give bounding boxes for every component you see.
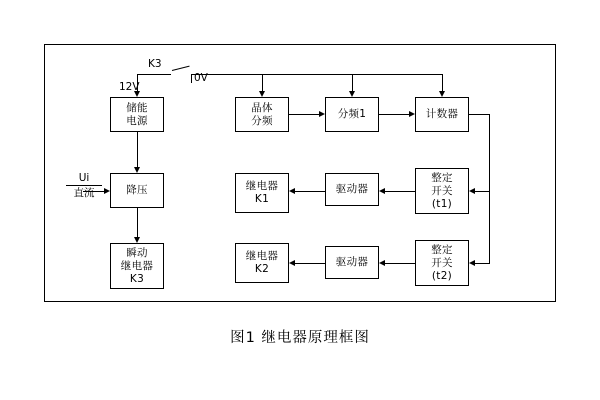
block-relay-k1-line2: K1 — [254, 193, 270, 205]
block-instant-relay-k3 — [110, 243, 164, 289]
arrow-divider1-to-counter — [409, 111, 415, 117]
block-driver2 — [325, 246, 379, 279]
label-0v: 0V — [194, 72, 208, 84]
line-divider1-to-counter — [379, 114, 409, 115]
label-k3-switch: K3 — [148, 58, 162, 70]
arrow-stepdown-to-instant-relay — [134, 237, 140, 243]
block-relay-k1-line1: 继电器 — [245, 180, 279, 192]
arrow-storage-to-stepdown — [134, 167, 140, 173]
figure-caption: 图1 继电器原理框图 — [230, 330, 370, 346]
block-storage-power-line1: 储能 — [126, 101, 148, 114]
label-ui-dc — [66, 172, 102, 199]
arrow-bus-to-switch-t2 — [469, 260, 475, 266]
k3-switch-stub — [137, 74, 171, 75]
arrow-ui-to-stepdown — [104, 188, 110, 194]
block-crystal-divider — [235, 97, 289, 132]
line-counter-to-right-bus — [469, 114, 490, 115]
block-set-switch-t2-line2: 开关 — [431, 256, 453, 269]
block-counter — [415, 97, 469, 132]
block-storage-power — [110, 97, 164, 132]
line-crystal-to-divider1 — [289, 114, 319, 115]
block-divider1-line1: 分频1 — [337, 108, 367, 120]
line-bus-to-switch-t1 — [475, 191, 490, 192]
arrow-switch-t1-to-driver1 — [379, 188, 385, 194]
block-divider1 — [325, 97, 379, 132]
block-relay-k2-line1: 继电器 — [245, 250, 279, 262]
block-counter-line1: 计数器 — [425, 108, 459, 120]
line-bus-to-crystal — [262, 74, 263, 91]
label-ui-divider — [66, 185, 102, 186]
line-bus-to-counter — [442, 74, 443, 91]
block-relay-k2-line2: K2 — [254, 263, 270, 275]
line-storage-to-stepdown — [137, 132, 138, 167]
line-driver1-to-relay-k1 — [295, 191, 325, 192]
line-bus-to-switch-t2 — [475, 263, 490, 264]
block-driver1 — [325, 173, 379, 206]
block-storage-power-line2: 电源 — [126, 114, 148, 127]
top-bus-line — [191, 74, 442, 75]
line-bus-to-divider1 — [352, 74, 353, 91]
block-instant-relay-line3: K3 — [129, 272, 145, 285]
arrow-bus-to-switch-t1 — [469, 188, 475, 194]
line-switch-t1-to-driver1 — [385, 191, 415, 192]
block-instant-relay-line2: 继电器 — [120, 259, 154, 272]
block-driver2-line1: 驱动器 — [335, 256, 369, 268]
arrow-switch-t2-to-driver2 — [379, 260, 385, 266]
block-relay-k1 — [235, 173, 289, 213]
block-set-switch-t2-line1: 整定 — [431, 243, 453, 256]
block-set-switch-t2-line3: (t2) — [431, 269, 453, 282]
line-stepdown-to-instant-relay — [137, 208, 138, 237]
label-12v: 12V — [119, 81, 140, 93]
block-relay-k2 — [235, 243, 289, 283]
block-set-switch-t1 — [415, 168, 469, 214]
block-crystal-divider-line1: 晶体 — [251, 101, 273, 114]
label-ui-bottom: 直流 — [73, 187, 95, 199]
block-driver1-line1: 驱动器 — [335, 183, 369, 195]
block-instant-relay-line1: 瞬动 — [126, 246, 148, 259]
label-ui-top: Ui — [78, 172, 90, 184]
line-0v-tick — [191, 74, 192, 83]
block-crystal-divider-line2: 分频 — [251, 114, 273, 127]
line-driver2-to-relay-k2 — [295, 263, 325, 264]
arrow-driver2-to-relay-k2 — [289, 260, 295, 266]
block-set-switch-t1-line3: (t1) — [431, 197, 453, 210]
arrow-bus-to-divider1 — [349, 91, 355, 97]
arrow-bus-to-counter — [439, 91, 445, 97]
arrow-bus-to-crystal — [259, 91, 265, 97]
arrow-crystal-to-divider1 — [319, 111, 325, 117]
block-step-down — [110, 173, 164, 208]
block-set-switch-t2 — [415, 240, 469, 286]
block-step-down-line1: 降压 — [126, 184, 148, 196]
block-set-switch-t1-line2: 开关 — [431, 184, 453, 197]
line-counter-right-bus — [489, 114, 490, 263]
arrow-driver1-to-relay-k1 — [289, 188, 295, 194]
line-switch-t2-to-driver2 — [385, 263, 415, 264]
block-set-switch-t1-line1: 整定 — [431, 171, 453, 184]
